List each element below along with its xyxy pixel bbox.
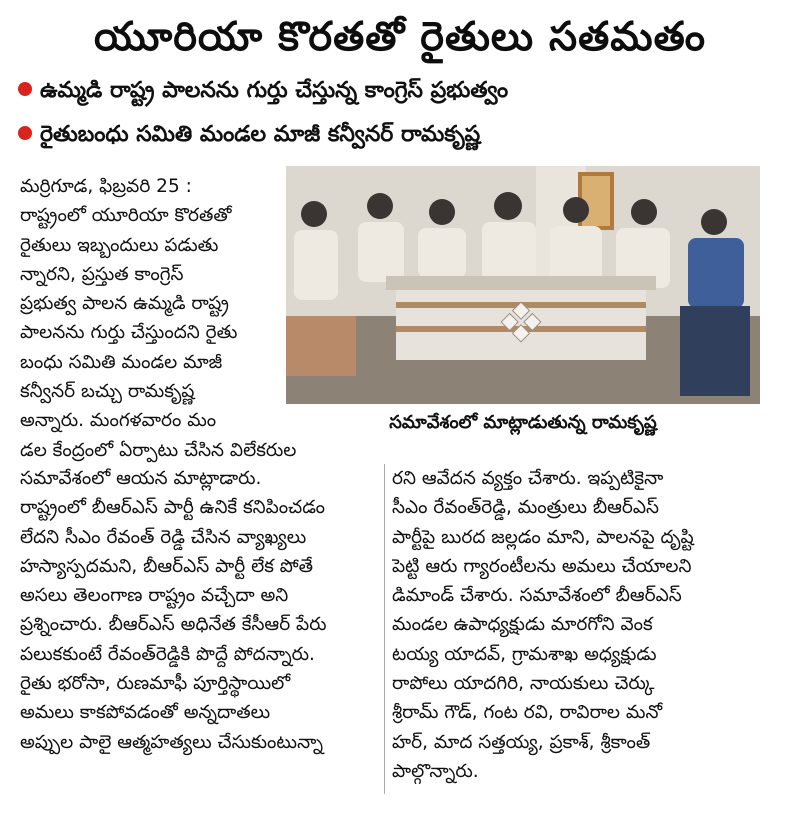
text-line: పాలనను గుర్తు చేస్తుందని రైతు — [20, 322, 238, 344]
meeting-photo — [286, 166, 760, 404]
text-line: బంధు సమితి మండల మాజీ — [20, 351, 223, 373]
text-line: మర్రిగూడ, ఫిబ్రవరి 25 : — [20, 176, 192, 197]
text-line: న్నారని, ప్రస్తుత కాంగ్రెస్ — [20, 263, 184, 285]
text-line: హస్యాస్పదమని, బీఆర్ఎస్ పార్టీ లేక పోతే — [20, 555, 313, 577]
article-headline: యూరియా కొరతతో రైతులు సతమతం — [94, 14, 706, 60]
text-line: హర్, మాద సత్తయ్య, ప్రకాశ్, శ్రీకాంత్ — [392, 731, 651, 753]
photo-caption — [286, 404, 760, 450]
subheading-1 — [18, 76, 508, 106]
column-divider — [384, 464, 385, 794]
photo-caption-text: సమావేశంలో మాట్లాడుతున్న రామకృష్ణ — [389, 412, 657, 433]
text-line: రాపోలు యాదగిరి, నాయకులు చెర్కు — [392, 673, 655, 695]
text-line: సమావేశంలో ఆయన మాట్లాడారు. — [20, 468, 262, 489]
text-line: లేదని సీఎం రేవంత్ రెడ్డి చేసిన వ్యాఖ్యలు — [20, 526, 307, 548]
text-line: రైతులు ఇబ్బందులు పడుతు — [20, 234, 219, 256]
text-line: టయ్య యాదవ్, గ్రామశాఖ అధ్యక్షుడు — [392, 643, 657, 665]
text-line: రైతు భరోసా, రుణమాఫీ పూర్తిస్థాయిలో — [20, 673, 291, 695]
meeting-photo-illustration — [286, 166, 760, 404]
bullet-dot-icon — [18, 126, 32, 140]
text-line: అమలు కాకపోవడంతో అన్నదాతలు — [20, 702, 271, 724]
text-line: రాష్ట్రంలో బీఆర్ఎస్ పార్టీ ఉనికే కనిపించడం — [20, 497, 326, 519]
text-line: అసలు తెలంగాణ రాష్ట్రం వచ్చేదా అని — [20, 585, 289, 607]
subheading-2-text: రైతుబంధు సమితి మండల మాజీ కన్వీనర్ రామకృష్ణ — [40, 122, 481, 147]
text-line: అన్నారు. మంగళవారం మం — [20, 410, 217, 432]
text-line: పలుకకుంటే రేవంత్‌రెడ్డికి పొద్దే పోదన్నారు. — [20, 643, 315, 665]
text-line: శ్రీరామ్ గౌడ్, గంట రవి, రావిరాల మనో — [392, 702, 663, 724]
text-line: రాష్ట్రంలో యూరియా కొరతతో — [20, 205, 232, 227]
subheading-1-text: ఉమ్మడి రాష్ట్ర పాలనను గుర్తు చేస్తున్న కాంగ్రెస్ ప్రభుత్వం — [40, 78, 509, 103]
text-line: సీఎం రేవంత్‌రెడ్డి, మంత్రులు బీఆర్ఎస్ — [392, 497, 660, 519]
subheading-2 — [18, 120, 480, 150]
text-line: రని ఆవేదన వ్యక్తం చేశారు. ఇప్పటికైనా — [392, 468, 664, 489]
text-line: పాల్గొన్నారు. — [392, 760, 479, 782]
text-line: పెట్టి ఆరు గ్యారంటీలను అమలు చేయాలని — [392, 555, 692, 577]
article-column-top-left — [20, 172, 297, 465]
text-line: ప్రభుత్వ పాలన ఉమ్మడి రాష్ట్ర — [20, 293, 229, 315]
text-line: డల కేంద్రంలో ఏర్పాటు చేసిన విలేకరుల — [20, 439, 297, 461]
text-line: కన్వీనర్ బచ్చు రామకృష్ణ — [20, 381, 195, 403]
text-line: పార్టీపై బురద జల్లడం మాని, పాలనపై దృష్టి — [392, 526, 694, 548]
article-column-bottom-left — [20, 464, 382, 757]
text-line: మండల ఉపాధ్యక్షుడు మారగోని వెంక — [392, 614, 653, 636]
bullet-dot-icon — [18, 82, 32, 96]
article-column-bottom-right — [392, 464, 760, 786]
text-line: అప్పుల పాలై ఆత్మహత్యలు చేసుకుంటున్నా — [20, 731, 324, 753]
text-line: ప్రశ్నించారు. బీఆర్ఎస్ అధినేత కేసీఆర్ పేరు — [20, 614, 327, 636]
text-line: డిమాండ్ చేశారు. సమావేశంలో బీఆర్ఎస్ — [392, 585, 682, 607]
